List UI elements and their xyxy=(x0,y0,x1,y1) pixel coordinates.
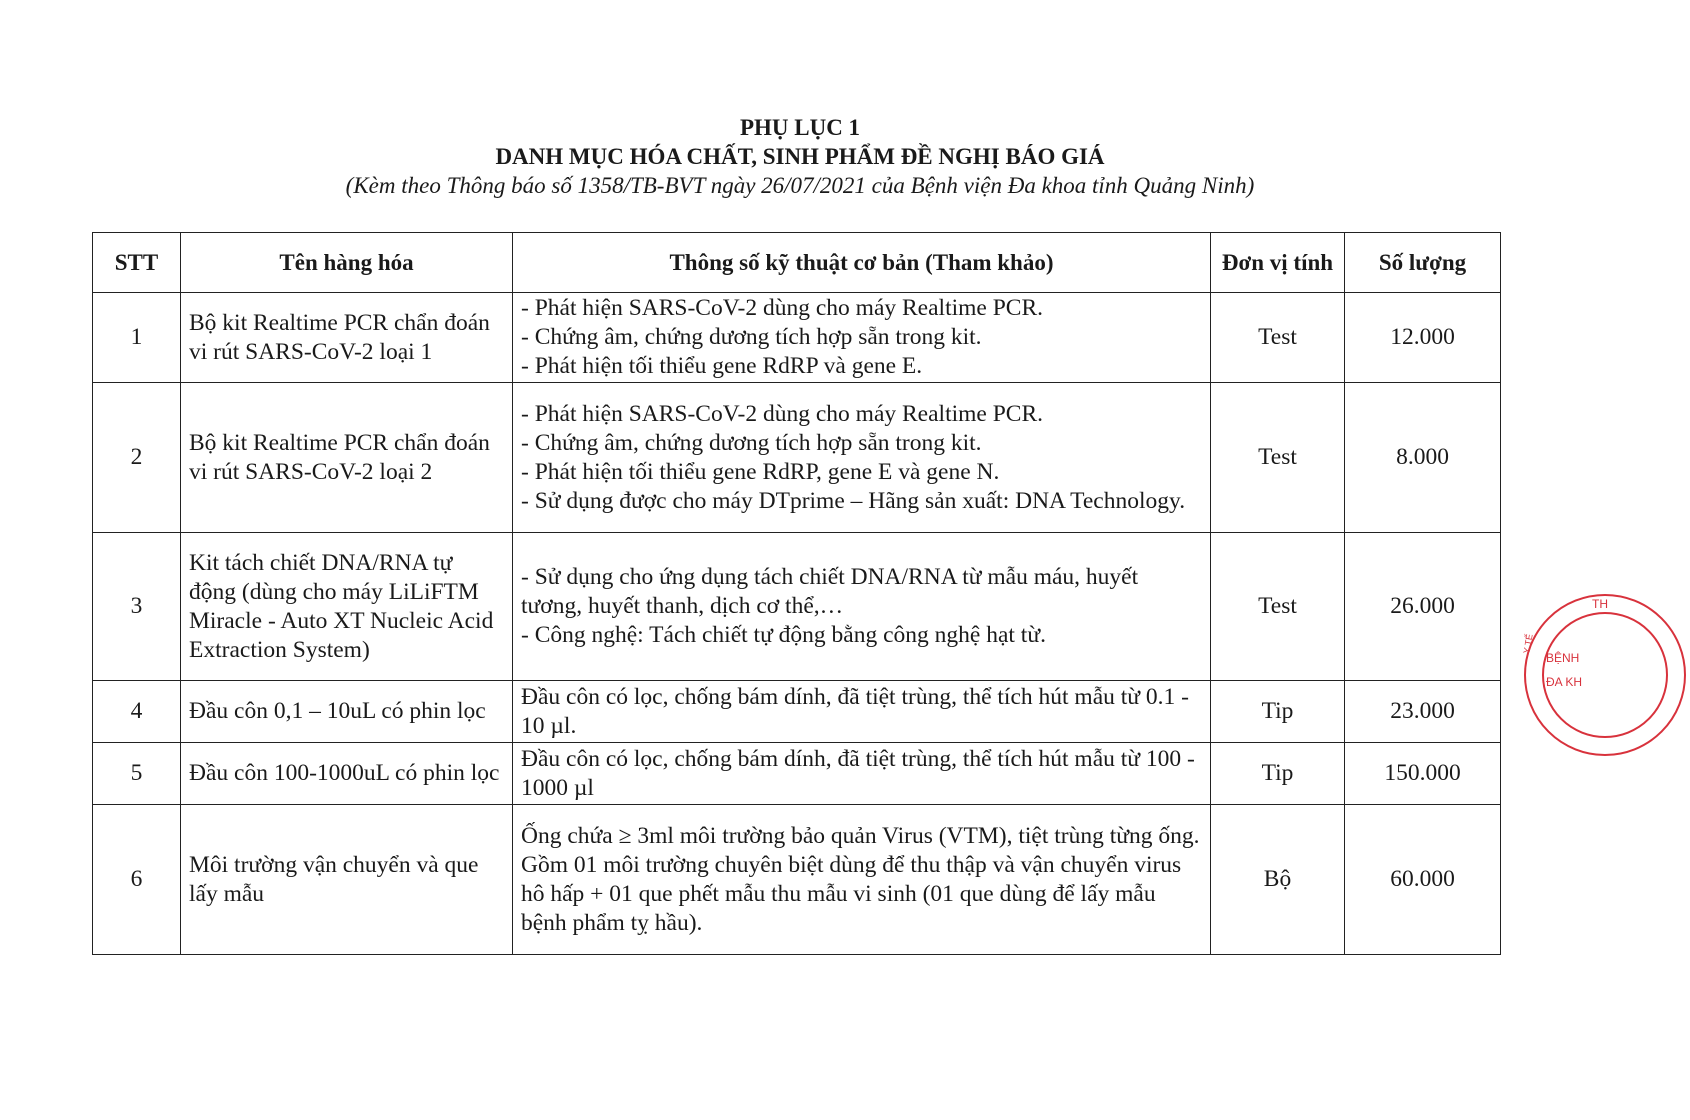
cell-qty: 8.000 xyxy=(1345,383,1501,533)
stamp-text-mid2: ĐA KH xyxy=(1546,675,1583,689)
cell-stt: 5 xyxy=(93,743,181,805)
cell-unit: Test xyxy=(1211,383,1345,533)
cell-name: Đầu côn 100-1000uL có phin lọc xyxy=(181,743,513,805)
stamp-text-top: TH xyxy=(1592,597,1608,611)
spec-line: - Chứng âm, chứng dương tích hợp sẵn trong kit. xyxy=(521,324,982,350)
cell-name: Kit tách chiết DNA/RNA tự động (dùng cho máy LiLiFTM Miracle - Auto XT Nucleic Acid Extraction System) xyxy=(181,533,513,681)
table-row xyxy=(93,383,1501,533)
table-row xyxy=(93,293,1501,383)
cell-qty: 12.000 xyxy=(1345,293,1501,383)
spec-line: - Phát hiện tối thiểu gene RdRP và gene E. xyxy=(521,353,923,379)
cell-spec xyxy=(513,293,1211,383)
cell-spec xyxy=(513,533,1211,681)
spec-line: Đầu côn có lọc, chống bám dính, đã tiệt trùng, thể tích hút mẫu từ 100 - 1000 µl xyxy=(521,745,1195,801)
cell-unit: Test xyxy=(1211,293,1345,383)
stamp-text-mid1: BỆNH xyxy=(1546,651,1580,665)
cell-spec xyxy=(513,383,1211,533)
cell-name: Đầu côn 0,1 – 10uL có phin lọc xyxy=(181,681,513,743)
table-row xyxy=(93,533,1501,681)
list-title: DANH MỤC HÓA CHẤT, SINH PHẨM ĐỀ NGHỊ BÁO GIÁ xyxy=(495,144,1105,169)
cell-stt: 6 xyxy=(93,805,181,955)
cell-stt: 1 xyxy=(93,293,181,383)
spec-line: Ống chứa ≥ 3ml môi trường bảo quản Virus (VTM), tiệt trùng từng ống. xyxy=(521,822,1200,849)
table-row xyxy=(93,805,1501,955)
col-header-spec: Thông số kỹ thuật cơ bản (Tham khảo) xyxy=(513,233,1211,293)
table-header-row xyxy=(93,233,1501,293)
cell-spec xyxy=(513,681,1211,743)
spec-line: - Sử dụng cho ứng dụng tách chiết DNA/RNA từ mẫu máu, huyết tương, huyết thanh, dịch cơ thể,… xyxy=(521,564,1139,619)
cell-name: Môi trường vận chuyển và que lấy mẫu xyxy=(181,805,513,955)
spec-line: - Phát hiện tối thiểu gene RdRP, gene E và gene N. xyxy=(521,458,1000,485)
cell-qty: 150.000 xyxy=(1345,743,1501,805)
document-header xyxy=(0,114,1600,200)
cell-unit: Tip xyxy=(1211,743,1345,805)
cell-spec xyxy=(513,743,1211,805)
col-header-unit: Đơn vị tính xyxy=(1211,233,1345,293)
reference-note: (Kèm theo Thông báo số 1358/TB-BVT ngày 26/07/2021 của Bệnh viện Đa khoa tỉnh Quảng Ninh) xyxy=(345,173,1255,198)
items-table xyxy=(92,232,1501,955)
cell-stt: 2 xyxy=(93,383,181,533)
spec-line: - Phát hiện SARS-CoV-2 dùng cho máy Realtime PCR. xyxy=(521,295,1044,321)
cell-stt: 3 xyxy=(93,533,181,681)
spec-line: Đầu côn có lọc, chống bám dính, đã tiệt trùng, thể tích hút mẫu từ 0.1 - 10 µl. xyxy=(521,683,1189,739)
stamp-seal-icon xyxy=(1520,590,1690,760)
col-header-stt: STT xyxy=(93,233,181,293)
cell-qty: 60.000 xyxy=(1345,805,1501,955)
table-row xyxy=(93,681,1501,743)
col-header-qty: Số lượng xyxy=(1345,233,1501,293)
appendix-title: PHỤ LỤC 1 xyxy=(739,115,861,140)
cell-unit: Bộ xyxy=(1211,805,1345,955)
cell-stt: 4 xyxy=(93,681,181,743)
cell-name: Bộ kit Realtime PCR chẩn đoán vi rút SARS-CoV-2 loại 2 xyxy=(181,383,513,533)
cell-qty: 26.000 xyxy=(1345,533,1501,681)
stamp-text-side: Y TẾ xyxy=(1521,633,1535,655)
table-row xyxy=(93,743,1501,805)
col-header-name: Tên hàng hóa xyxy=(181,233,513,293)
spec-line: - Sử dụng được cho máy DTprime – Hãng sản xuất: DNA Technology. xyxy=(521,487,1186,514)
cell-name: Bộ kit Realtime PCR chẩn đoán vi rút SARS-CoV-2 loại 1 xyxy=(181,293,513,383)
spec-line: - Công nghệ: Tách chiết tự động bằng công nghệ hạt từ. xyxy=(521,622,1046,648)
cell-unit: Tip xyxy=(1211,681,1345,743)
cell-qty: 23.000 xyxy=(1345,681,1501,743)
spec-line: - Phát hiện SARS-CoV-2 dùng cho máy Realtime PCR. xyxy=(521,400,1044,427)
cell-unit: Test xyxy=(1211,533,1345,681)
spec-line: - Chứng âm, chứng dương tích hợp sẵn trong kit. xyxy=(521,429,982,456)
cell-spec xyxy=(513,805,1211,955)
spec-line: Gồm 01 môi trường chuyên biệt dùng để thu thập và vận chuyển virus hô hấp + 01 que phết mẫu thu mẫu vi sinh (01 que dùng để lấy mẫu bệnh phẩm tỵ hầu). xyxy=(521,851,1182,936)
